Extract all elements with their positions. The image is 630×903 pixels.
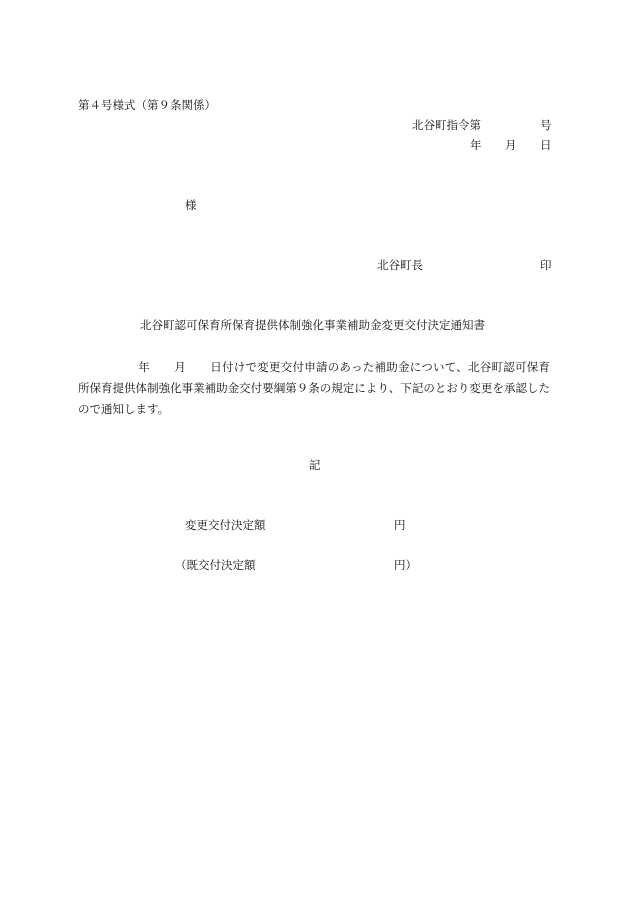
body-paragraph: [78, 357, 550, 420]
body-month: 月: [174, 360, 186, 374]
previous-amount-label: （既交付決定額: [175, 558, 256, 572]
previous-amount-unit: 円）: [394, 558, 417, 572]
body-year: 年: [138, 360, 150, 374]
document-number-prefix: 北谷町指令第: [412, 118, 481, 132]
date-day: 日: [540, 138, 552, 152]
date-year: 年: [470, 138, 482, 152]
sender-title: 北谷町長: [377, 258, 423, 272]
addressee-honorific: 様: [185, 198, 197, 212]
sender-seal: 印: [540, 258, 552, 272]
document-title: 北谷町認可保育所保育提供体制強化事業補助金変更交付決定通知書: [140, 318, 485, 332]
date-month: 月: [505, 138, 517, 152]
note-heading: 記: [309, 458, 321, 472]
changed-amount-label: 変更交付決定額: [185, 518, 266, 532]
changed-amount-unit: 円: [394, 518, 406, 532]
body-text: 日付けで変更交付申請のあった補助金について、北谷町認可保育所保育提供体制強化事業補助金交付要綱第９条の規定により、下記のとおり変更を承認したので通知します。: [78, 360, 551, 416]
document-number-suffix: 号: [540, 118, 552, 132]
form-label: 第４号様式（第９条関係）: [78, 98, 216, 112]
